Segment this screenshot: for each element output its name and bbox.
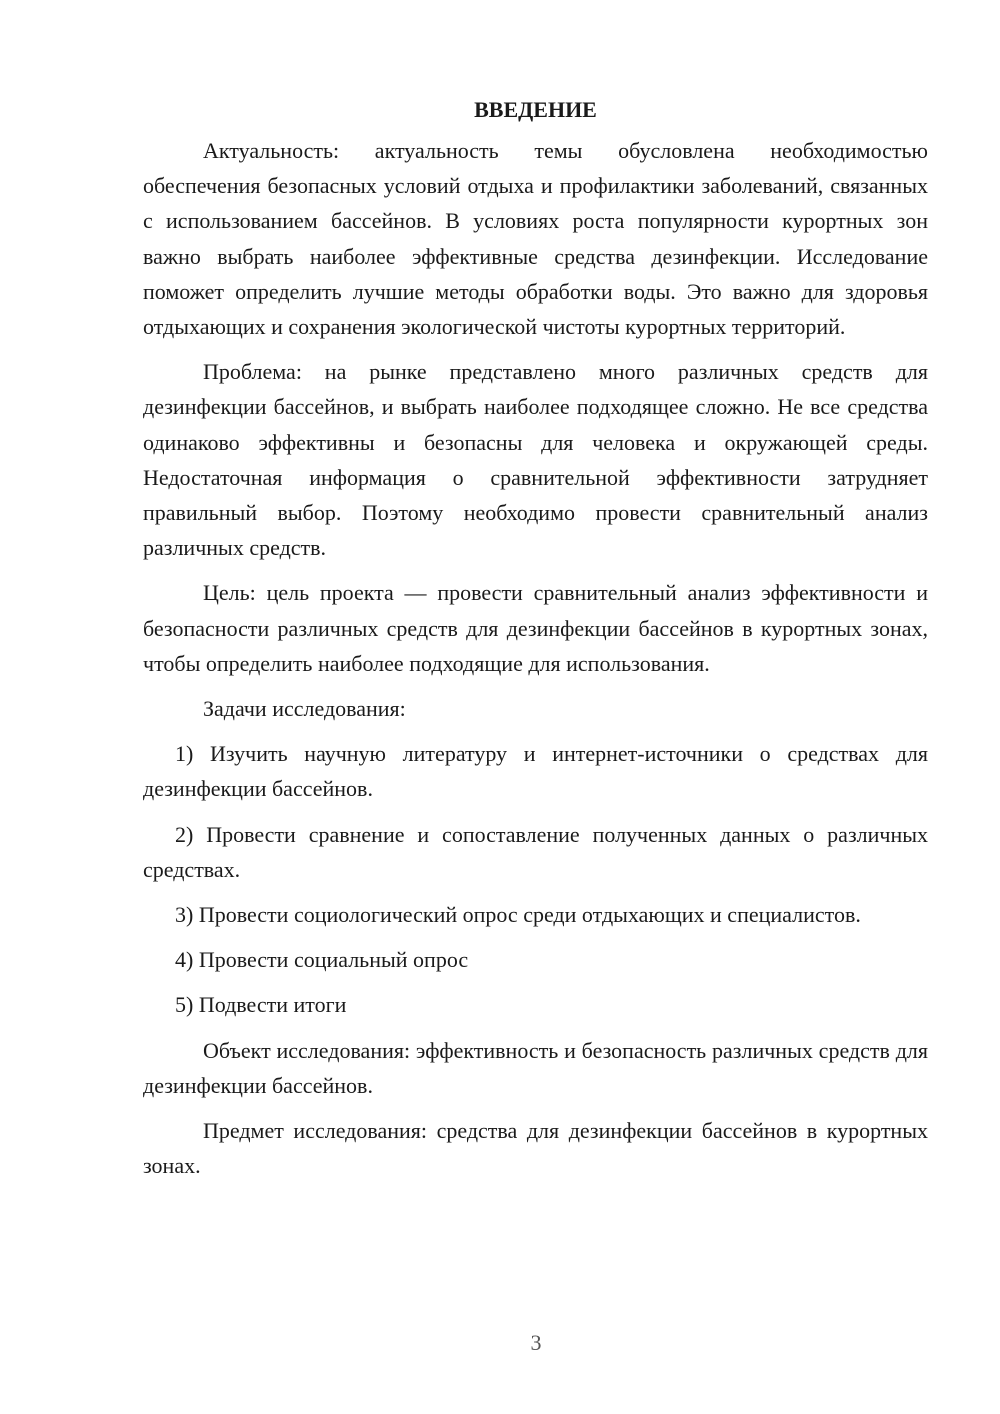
paragraph-tasks-heading: Задачи исследования:	[203, 696, 406, 722]
paragraph-goal: Цель: цель проекта — провести сравнительный анализ эффективности и безопасности различных средств для дезинфекции бассейнов в курортных зонах, чтобы определить наиболее подходящие для использования.	[143, 580, 928, 676]
paragraph-problem: Проблема: на рынке представлено много различных средств для дезинфекции бассейнов, и выбрать наиболее подходящее сложно. Не все средства одинаково эффективны и безопасны для человека и окружающей среды. Недостаточная информация о сравнительной эффективности затрудняет правильный выбор. Поэтому необходимо провести сравнительный анализ различных средств.	[143, 359, 928, 561]
paragraph-object: Объект исследования: эффективность и безопасность различных средств для дезинфекции бассейнов.	[143, 1037, 928, 1098]
task-item: 1) Изучить научную литературу и интернет-источники о средствах для дезинфекции бассейнов.	[143, 741, 928, 802]
paragraph-relevance: Актуальность: актуальность темы обусловлена необходимостью обеспечения безопасных условий отдыха и профилактики заболеваний, связанных с использованием бассейнов. В условиях роста популярности курортных зон важно выбрать наиболее эффективные средства дезинфекции. Исследование поможет определить лучшие методы обработки воды. Это важно для здоровья отдыхающих и сохранения экологической чистоты курортных территорий.	[143, 138, 928, 340]
task-item: 3) Провести социологический опрос среди отдыхающих и специалистов.	[175, 902, 861, 928]
page-number: 3	[530, 1330, 542, 1355]
paragraph-subject: Предмет исследования: средства для дезинфекции бассейнов в курортных зонах.	[143, 1118, 928, 1179]
document-page	[143, 92, 928, 1193]
task-item: 5) Подвести итоги	[175, 992, 347, 1018]
section-title: ВВЕДЕНИЕ	[474, 97, 597, 122]
task-item: 2) Провести сравнение и сопоставление полученных данных о различных средствах.	[143, 821, 928, 882]
task-item: 4) Провести социальный опрос	[175, 947, 469, 973]
